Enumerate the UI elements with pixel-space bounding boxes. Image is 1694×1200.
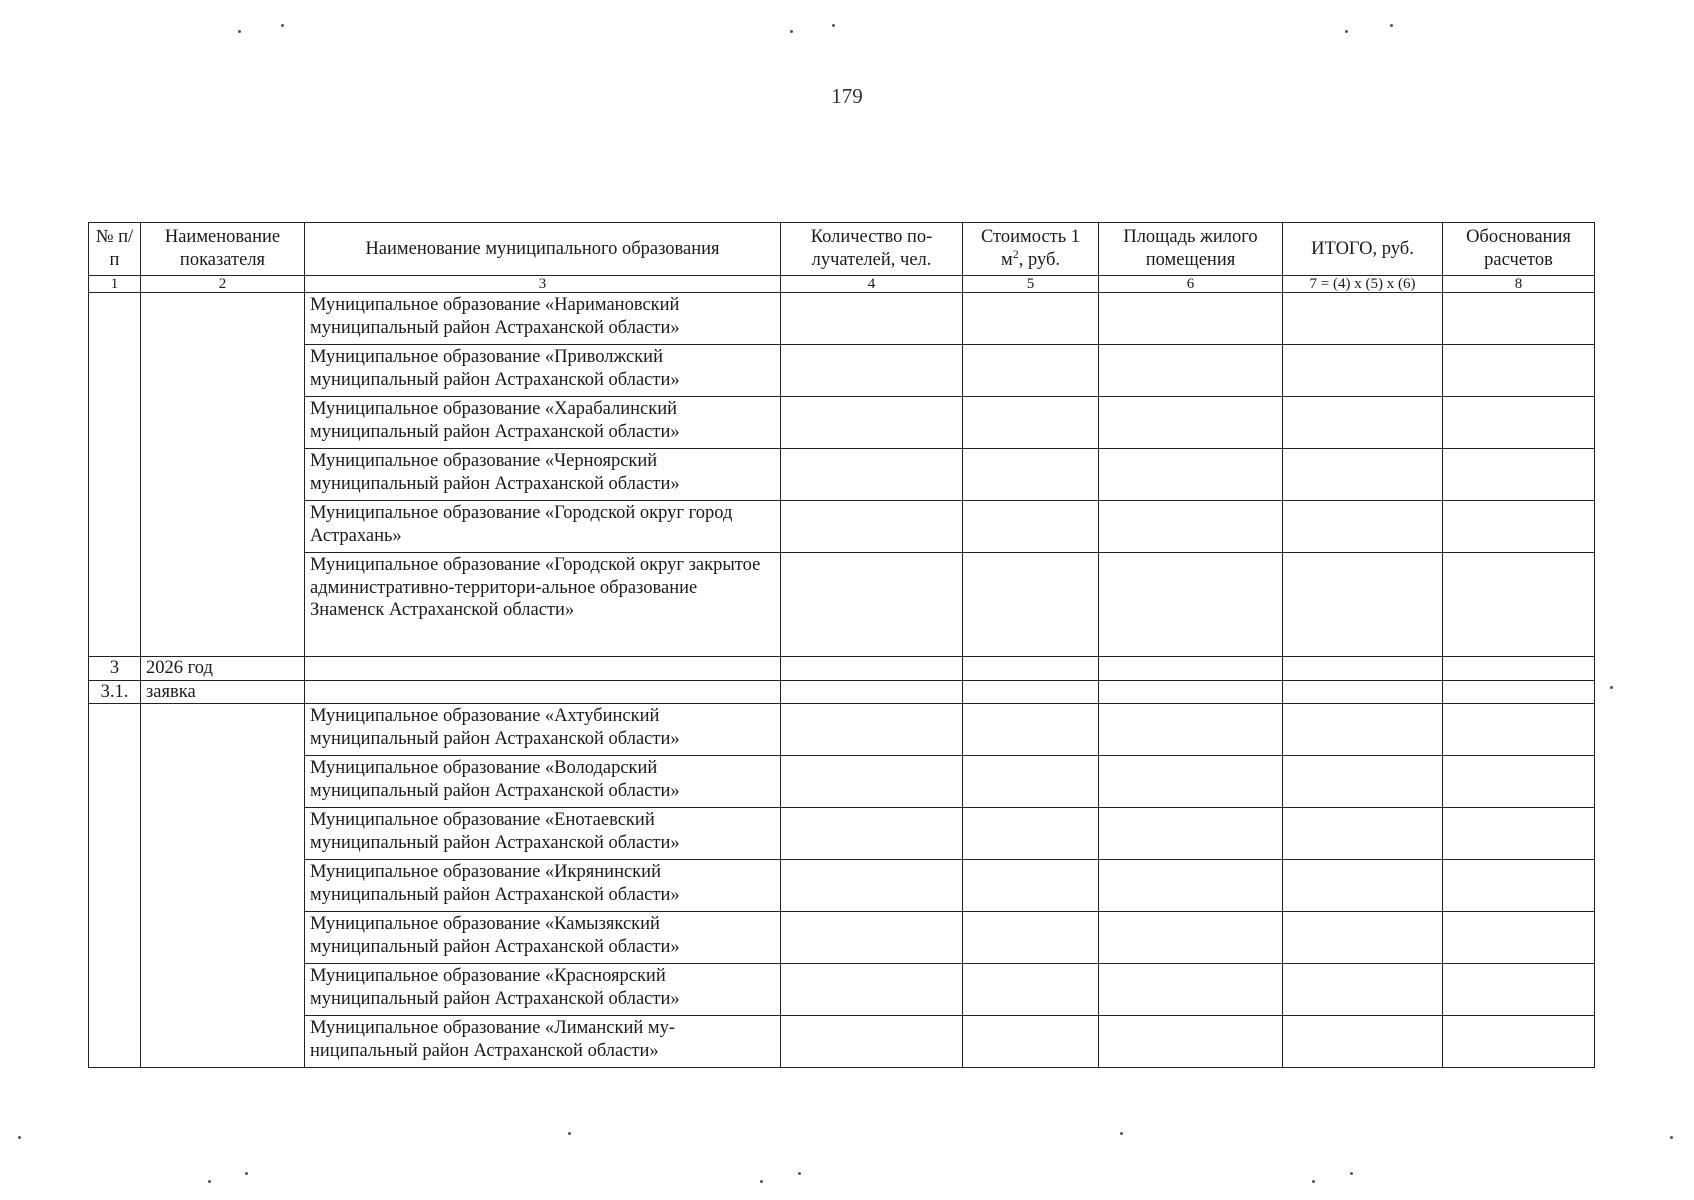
scan-speck <box>1345 30 1348 33</box>
cell-total <box>1283 912 1443 964</box>
cell-recipients <box>781 860 963 912</box>
cell-justification <box>1443 553 1595 657</box>
cell-num: 3 <box>89 657 141 681</box>
scan-speck <box>832 24 835 27</box>
cell-justification <box>1443 704 1595 756</box>
cell-cost <box>963 1016 1099 1068</box>
cell-justification <box>1443 1016 1595 1068</box>
cell-total <box>1283 808 1443 860</box>
cell-area <box>1099 293 1283 345</box>
section-row-request <box>89 680 1595 704</box>
table-row <box>89 397 1595 449</box>
cell-justification <box>1443 345 1595 397</box>
cell-recipients <box>781 808 963 860</box>
cell-indicator: заявка <box>141 680 305 704</box>
header-row <box>89 223 1595 276</box>
cell-total <box>1283 293 1443 345</box>
cell-cost <box>963 501 1099 553</box>
cell-total <box>1283 704 1443 756</box>
header-cost <box>963 223 1099 276</box>
table-row <box>89 449 1595 501</box>
cell-recipients <box>781 657 963 681</box>
cell-recipients <box>781 501 963 553</box>
cell-recipients <box>781 912 963 964</box>
cell-municipality: Муниципальное образование «Енотаевский муниципальный район Астраханской области» <box>305 808 781 860</box>
cell-cost <box>963 657 1099 681</box>
scan-speck <box>760 1180 763 1183</box>
cell-indicator <box>141 704 305 1068</box>
cell-justification <box>1443 501 1595 553</box>
header-justification: Обоснования расчетов <box>1443 223 1595 276</box>
table-row <box>89 1016 1595 1068</box>
scan-speck <box>1312 1180 1315 1183</box>
cell-recipients <box>781 756 963 808</box>
scan-speck <box>238 30 241 33</box>
scan-speck <box>208 1180 211 1183</box>
cell-cost <box>963 553 1099 657</box>
table-row <box>89 860 1595 912</box>
cell-municipality: Муниципальное образование «Городской округ город Астрахань» <box>305 501 781 553</box>
cell-justification <box>1443 680 1595 704</box>
cell-area <box>1099 1016 1283 1068</box>
section-row-year <box>89 657 1595 681</box>
cell-justification <box>1443 293 1595 345</box>
scan-speck <box>1120 1132 1123 1135</box>
calculation-table <box>88 222 1595 1068</box>
cell-municipality: Муниципальное образование «Красноярский муниципальный район Астраханской области» <box>305 964 781 1016</box>
table-row <box>89 756 1595 808</box>
table-row <box>89 808 1595 860</box>
column-number: 1 <box>89 276 141 293</box>
table-row <box>89 704 1595 756</box>
cell-cost <box>963 912 1099 964</box>
cell-area <box>1099 756 1283 808</box>
table-row <box>89 553 1595 657</box>
cell-area <box>1099 912 1283 964</box>
cell-municipality: Муниципальное образование «Черноярский муниципальный район Астраханской области» <box>305 449 781 501</box>
table-row <box>89 293 1595 345</box>
cell-cost <box>963 345 1099 397</box>
cell-area <box>1099 553 1283 657</box>
column-number: 3 <box>305 276 781 293</box>
cell-municipality: Муниципальное образование «Харабалинский муниципальный район Астраханской области» <box>305 397 781 449</box>
cell-area <box>1099 860 1283 912</box>
cell-area <box>1099 964 1283 1016</box>
cell-total <box>1283 860 1443 912</box>
cell-area <box>1099 680 1283 704</box>
cell-cost <box>963 449 1099 501</box>
scan-speck <box>18 1136 21 1139</box>
cell-num <box>89 293 141 657</box>
table-row <box>89 912 1595 964</box>
column-number: 7 = (4) x (5) x (6) <box>1283 276 1443 293</box>
cell-total <box>1283 501 1443 553</box>
scan-speck <box>245 1172 248 1175</box>
scan-speck <box>568 1132 571 1135</box>
cell-justification <box>1443 912 1595 964</box>
cell-municipality: Муниципальное образование «Городской округ закрытое административно-территори-альное образование Знаменск Астраханской области» <box>305 553 781 657</box>
cell-area <box>1099 449 1283 501</box>
cell-municipality: Муниципальное образование «Лиманский му-ниципальный район Астраханской области» <box>305 1016 781 1068</box>
cell-indicator: 2026 год <box>141 657 305 681</box>
cell-total <box>1283 964 1443 1016</box>
cell-justification <box>1443 808 1595 860</box>
header-municipality: Наименование муниципального образования <box>305 223 781 276</box>
cell-area <box>1099 345 1283 397</box>
cell-municipality: Муниципальное образование «Приволжский муниципальный район Астраханской области» <box>305 345 781 397</box>
cell-justification <box>1443 756 1595 808</box>
cell-justification <box>1443 449 1595 501</box>
cell-total <box>1283 1016 1443 1068</box>
cell-total <box>1283 680 1443 704</box>
cell-cost <box>963 756 1099 808</box>
column-number: 8 <box>1443 276 1595 293</box>
cell-cost <box>963 964 1099 1016</box>
header-total: ИТОГО, руб. <box>1283 223 1443 276</box>
cell-total <box>1283 449 1443 501</box>
cell-municipality: Муниципальное образование «Икрянинский муниципальный район Астраханской области» <box>305 860 781 912</box>
cell-recipients <box>781 293 963 345</box>
cell-justification <box>1443 860 1595 912</box>
header-indicator: Наименование показателя <box>141 223 305 276</box>
header-cost-sup: 2 <box>1012 246 1019 261</box>
scan-speck <box>1610 686 1613 689</box>
cell-total <box>1283 553 1443 657</box>
column-number: 4 <box>781 276 963 293</box>
cell-cost <box>963 397 1099 449</box>
cell-cost <box>963 860 1099 912</box>
cell-cost <box>963 680 1099 704</box>
scan-speck <box>1350 1172 1353 1175</box>
cell-cost <box>963 808 1099 860</box>
cell-area <box>1099 657 1283 681</box>
header-area: Площадь жилого помещения <box>1099 223 1283 276</box>
cell-recipients <box>781 704 963 756</box>
scan-speck <box>798 1172 801 1175</box>
cell-total <box>1283 657 1443 681</box>
table-row <box>89 501 1595 553</box>
header-cost-suffix: , руб. <box>1018 250 1061 270</box>
cell-recipients <box>781 345 963 397</box>
cell-area <box>1099 704 1283 756</box>
cell-municipality: Муниципальное образование «Ахтубинский муниципальный район Астраханской области» <box>305 704 781 756</box>
header-cost-prefix: Стоимость 1 м <box>980 227 1081 270</box>
scan-speck <box>790 30 793 33</box>
column-number: 5 <box>963 276 1099 293</box>
cell-justification <box>1443 657 1595 681</box>
cell-municipality <box>305 657 781 681</box>
cell-recipients <box>781 680 963 704</box>
column-number: 2 <box>141 276 305 293</box>
cell-municipality <box>305 680 781 704</box>
table-row <box>89 964 1595 1016</box>
cell-area <box>1099 501 1283 553</box>
cell-municipality: Муниципальное образование «Володарский муниципальный район Астраханской области» <box>305 756 781 808</box>
cell-recipients <box>781 449 963 501</box>
cell-area <box>1099 808 1283 860</box>
cell-num: 3.1. <box>89 680 141 704</box>
scan-speck <box>1670 1136 1673 1139</box>
cell-cost <box>963 293 1099 345</box>
cell-num <box>89 704 141 1068</box>
column-number-row <box>89 276 1595 293</box>
column-number: 6 <box>1099 276 1283 293</box>
cell-total <box>1283 345 1443 397</box>
cell-justification <box>1443 397 1595 449</box>
table-row <box>89 345 1595 397</box>
cell-area <box>1099 397 1283 449</box>
cell-indicator <box>141 293 305 657</box>
cell-total <box>1283 756 1443 808</box>
cell-recipients <box>781 1016 963 1068</box>
cell-municipality: Муниципальное образование «Наримановский муниципальный район Астраханской области» <box>305 293 781 345</box>
cell-recipients <box>781 397 963 449</box>
cell-recipients <box>781 964 963 1016</box>
scan-speck <box>281 24 284 27</box>
cell-municipality: Муниципальное образование «Камызякский муниципальный район Астраханской области» <box>305 912 781 964</box>
header-recipients: Количество по-лучателей, чел. <box>781 223 963 276</box>
header-num: № п/п <box>89 223 141 276</box>
cell-total <box>1283 397 1443 449</box>
cell-recipients <box>781 553 963 657</box>
scan-speck <box>1390 24 1393 27</box>
cell-justification <box>1443 964 1595 1016</box>
cell-cost <box>963 704 1099 756</box>
page-number: 179 <box>831 84 863 108</box>
